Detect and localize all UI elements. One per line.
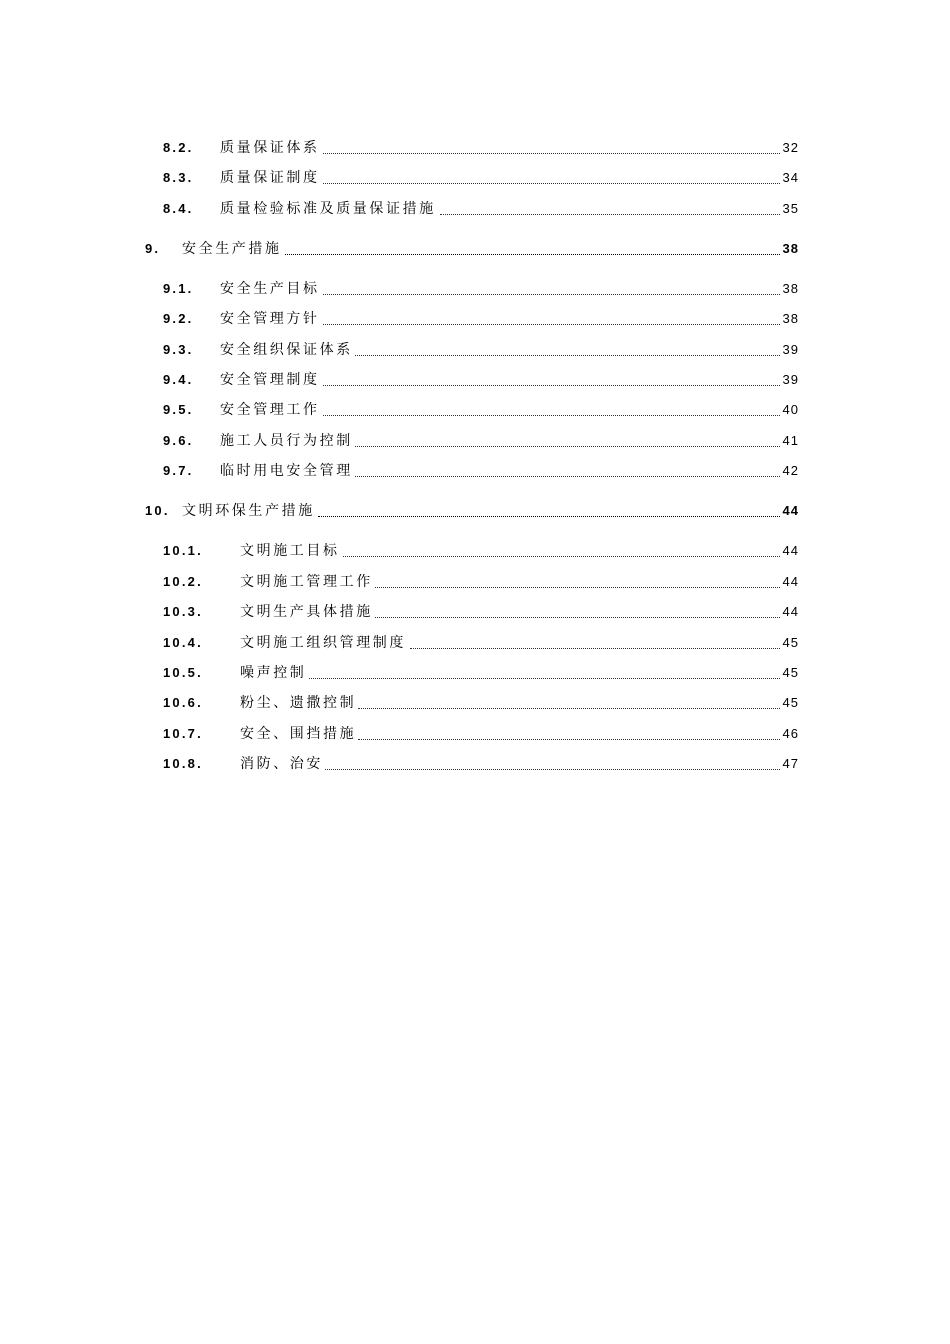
toc-entry-page: 32 [781, 136, 799, 160]
toc-entry-page: 41 [781, 429, 799, 453]
toc-entry-9-7[interactable] [0, 459, 950, 483]
toc-entry-number: 10. [145, 503, 170, 518]
toc-entry-page: 38 [781, 307, 799, 331]
dot-leader [320, 182, 780, 184]
toc-entry-page: 39 [781, 368, 799, 392]
toc-entry-number: 10.4. [163, 635, 203, 650]
dot-leader [320, 384, 780, 386]
toc-entry-10-3[interactable] [0, 600, 950, 624]
dot-leader [282, 253, 780, 255]
toc-entry-title: 安全管理制度 [220, 368, 322, 392]
toc-entry-number: 10.2. [163, 574, 203, 589]
toc-entry-number: 9.4. [163, 372, 194, 387]
toc-entry-page: 44 [781, 499, 799, 523]
toc-entry-number: 9. [145, 241, 161, 256]
toc-entry-title: 安全生产目标 [220, 277, 322, 301]
toc-entry-title: 消防、治安 [240, 752, 325, 776]
dot-leader [358, 738, 780, 740]
toc-entry-page: 38 [781, 237, 799, 261]
dot-leader [320, 323, 780, 325]
toc-entry-title: 文明施工目标 [240, 539, 342, 563]
toc-entry-title: 安全管理工作 [220, 398, 322, 422]
toc-entry-number: 10.3. [163, 604, 203, 619]
toc-entry-10-2[interactable] [0, 570, 950, 594]
toc-entry-10[interactable] [0, 499, 950, 523]
toc-entry-title: 临时用电安全管理 [220, 459, 355, 483]
dot-leader [320, 293, 780, 295]
toc-entry-8-3[interactable] [0, 166, 950, 190]
toc-entry-page: 40 [781, 398, 799, 422]
toc-entry-page: 45 [781, 631, 799, 655]
toc-entry-number: 10.7. [163, 726, 203, 741]
dot-leader [320, 414, 780, 416]
toc-entry-10-8[interactable] [0, 752, 950, 776]
toc-entry-number: 9.2. [163, 311, 194, 326]
toc-entry-9-5[interactable] [0, 398, 950, 422]
dot-leader [358, 707, 780, 709]
toc-entry-title: 粉尘、遗撒控制 [240, 691, 358, 715]
toc-entry-number: 8.4. [163, 201, 194, 216]
toc-entry-10-7[interactable] [0, 722, 950, 746]
toc-entry-9-1[interactable] [0, 277, 950, 301]
toc-entry-page: 44 [781, 539, 799, 563]
toc-entry-number: 9.3. [163, 342, 194, 357]
dot-leader [355, 475, 780, 477]
toc-entry-8-2[interactable] [0, 136, 950, 160]
toc-entry-title: 安全管理方针 [220, 307, 322, 331]
toc-entry-number: 10.6. [163, 695, 203, 710]
toc-entry-title: 噪声控制 [240, 661, 308, 685]
dot-leader [320, 152, 780, 154]
toc-entry-number: 9.1. [163, 281, 194, 296]
toc-entry-number: 10.8. [163, 756, 203, 771]
toc-entry-page: 42 [781, 459, 799, 483]
toc-entry-9-3[interactable] [0, 338, 950, 362]
toc-entry-title: 文明环保生产措施 [182, 499, 317, 523]
toc-entry-9[interactable] [0, 237, 950, 261]
toc-entry-title: 文明施工管理工作 [240, 570, 375, 594]
toc-entry-page: 38 [781, 277, 799, 301]
toc-entry-title: 质量保证制度 [220, 166, 322, 190]
toc-entry-10-5[interactable] [0, 661, 950, 685]
dot-leader [410, 647, 780, 649]
toc-entry-page: 44 [781, 600, 799, 624]
toc-entry-title: 质量保证体系 [220, 136, 322, 160]
toc-entry-10-1[interactable] [0, 539, 950, 563]
dot-leader [440, 213, 780, 215]
toc-entry-9-4[interactable] [0, 368, 950, 392]
dot-leader [318, 515, 780, 517]
toc-entry-page: 45 [781, 691, 799, 715]
toc-entry-page: 45 [781, 661, 799, 685]
toc-entry-number: 9.7. [163, 463, 194, 478]
toc-entry-title: 质量检验标准及质量保证措施 [220, 197, 438, 221]
toc-entry-number: 8.3. [163, 170, 194, 185]
toc-entry-number: 9.5. [163, 402, 194, 417]
toc-entry-page: 39 [781, 338, 799, 362]
toc-entry-title: 文明施工组织管理制度 [240, 631, 408, 655]
toc-entry-title: 安全、围挡措施 [240, 722, 358, 746]
toc-entry-9-2[interactable] [0, 307, 950, 331]
toc-entry-number: 10.5. [163, 665, 203, 680]
toc-entry-8-4[interactable] [0, 197, 950, 221]
toc-entry-page: 46 [781, 722, 799, 746]
dot-leader [375, 586, 780, 588]
toc-entry-page: 44 [781, 570, 799, 594]
toc-entry-title: 文明生产具体措施 [240, 600, 375, 624]
toc-entry-10-6[interactable] [0, 691, 950, 715]
toc-entry-title: 安全生产措施 [182, 237, 284, 261]
toc-entry-9-6[interactable] [0, 429, 950, 453]
dot-leader [306, 677, 780, 679]
dot-leader [355, 354, 780, 356]
toc-entry-page: 34 [781, 166, 799, 190]
toc-entry-title: 施工人员行为控制 [220, 429, 355, 453]
dot-leader [375, 616, 780, 618]
toc-entry-number: 10.1. [163, 543, 203, 558]
toc-entry-page: 35 [781, 197, 799, 221]
toc-entry-page: 47 [781, 752, 799, 776]
toc-entry-10-4[interactable] [0, 631, 950, 655]
dot-leader [340, 555, 780, 557]
dot-leader [355, 445, 780, 447]
toc-entry-number: 8.2. [163, 140, 194, 155]
dot-leader [325, 768, 780, 770]
toc-entry-number: 9.6. [163, 433, 194, 448]
toc-entry-title: 安全组织保证体系 [220, 338, 355, 362]
